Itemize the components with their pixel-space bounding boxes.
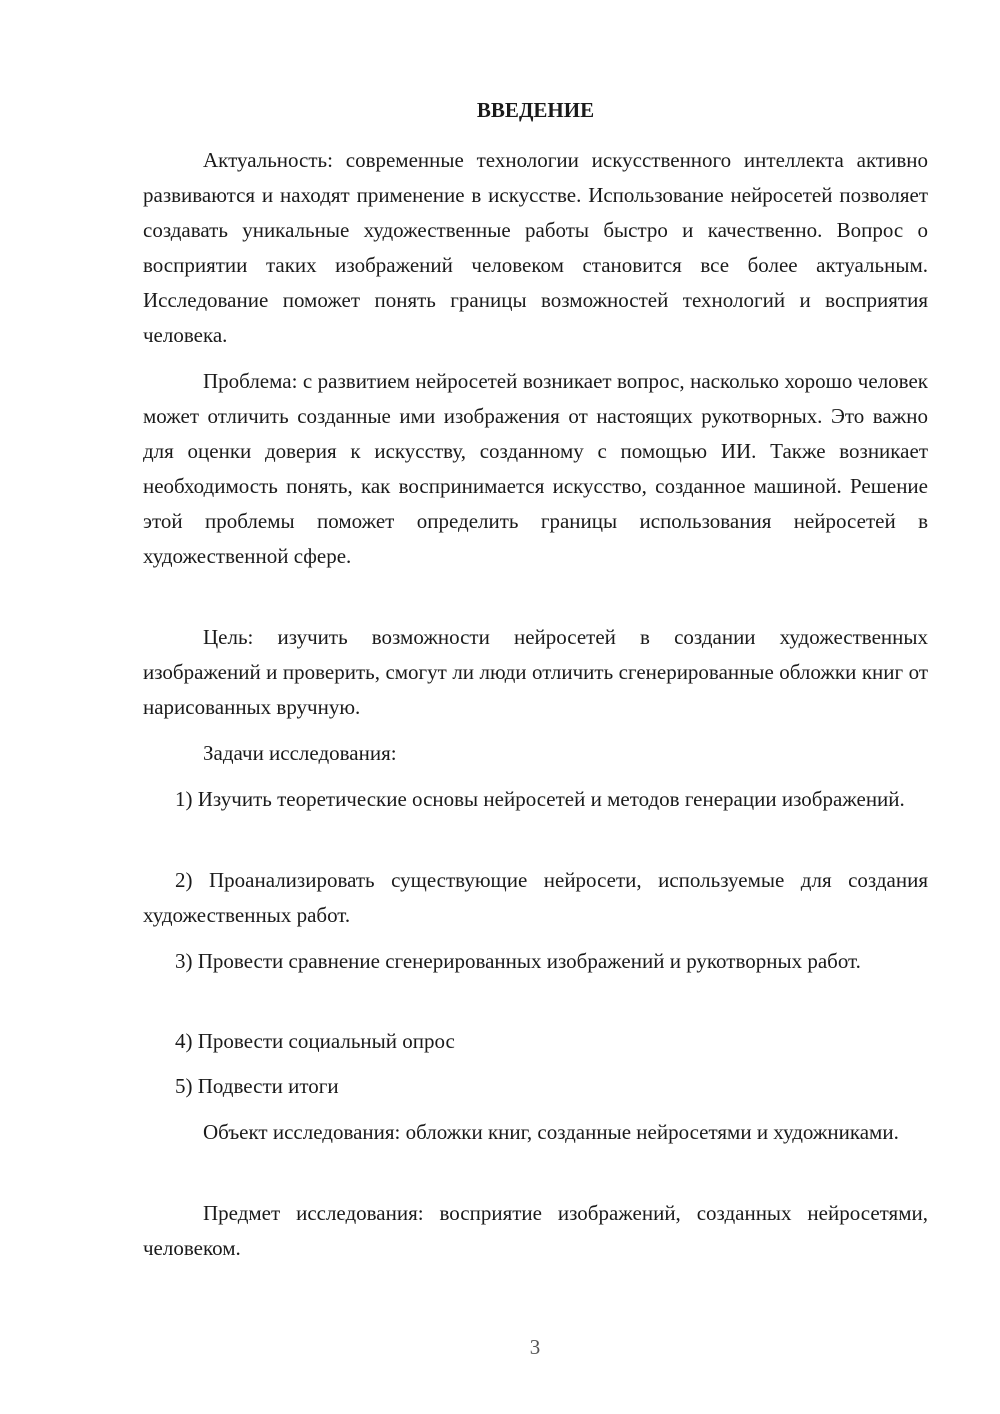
page-number: 3 — [529, 1335, 541, 1359]
task-item-3: 3) Провести сравнение сгенерированных изображений и рукотворных работ. — [175, 949, 861, 973]
task-item-1: 1) Изучить теоретические основы нейросетей и методов генерации изображений. — [175, 787, 905, 811]
paragraph-relevance: Актуальность: современные технологии искусственного интеллекта активно развиваются и находят применение в искусстве. Использование нейросетей позволяет создавать уникальные художественные работы быстро и качественно. Вопрос о восприятии таких изображений человеком становится все более актуальным. Исследование поможет понять границы возможностей технологий и восприятия человека. — [143, 148, 928, 347]
paragraph-problem: Проблема: с развитием нейросетей возникает вопрос, насколько хорошо человек может отличить созданные ими изображения от настоящих рукотворных. Это важно для оценки доверия к искусству, созданному с помощью ИИ. Также возникает необходимость понять, как воспринимается искусство, созданное машиной. Решение этой проблемы поможет определить границы использования нейросетей в художественной сфере. — [143, 369, 928, 568]
paragraph-object: Объект исследования: обложки книг, созданные нейросетями и художниками. — [203, 1120, 899, 1144]
task-item-5: 5) Подвести итоги — [175, 1074, 339, 1098]
paragraph-goal: Цель: изучить возможности нейросетей в создании художественных изображений и проверить, смогут ли люди отличить сгенерированные обложки книг от нарисованных вручную. — [143, 625, 928, 719]
paragraph-subject: Предмет исследования: восприятие изображений, созданных нейросетями, человеком. — [143, 1201, 928, 1260]
task-item-2: 2) Проанализировать существующие нейросети, используемые для создания художественных работ. — [143, 868, 928, 927]
tasks-heading: Задачи исследования: — [203, 741, 397, 765]
task-item-4: 4) Провести социальный опрос — [175, 1029, 455, 1053]
page-title: ВВЕДЕНИЕ — [476, 98, 595, 122]
